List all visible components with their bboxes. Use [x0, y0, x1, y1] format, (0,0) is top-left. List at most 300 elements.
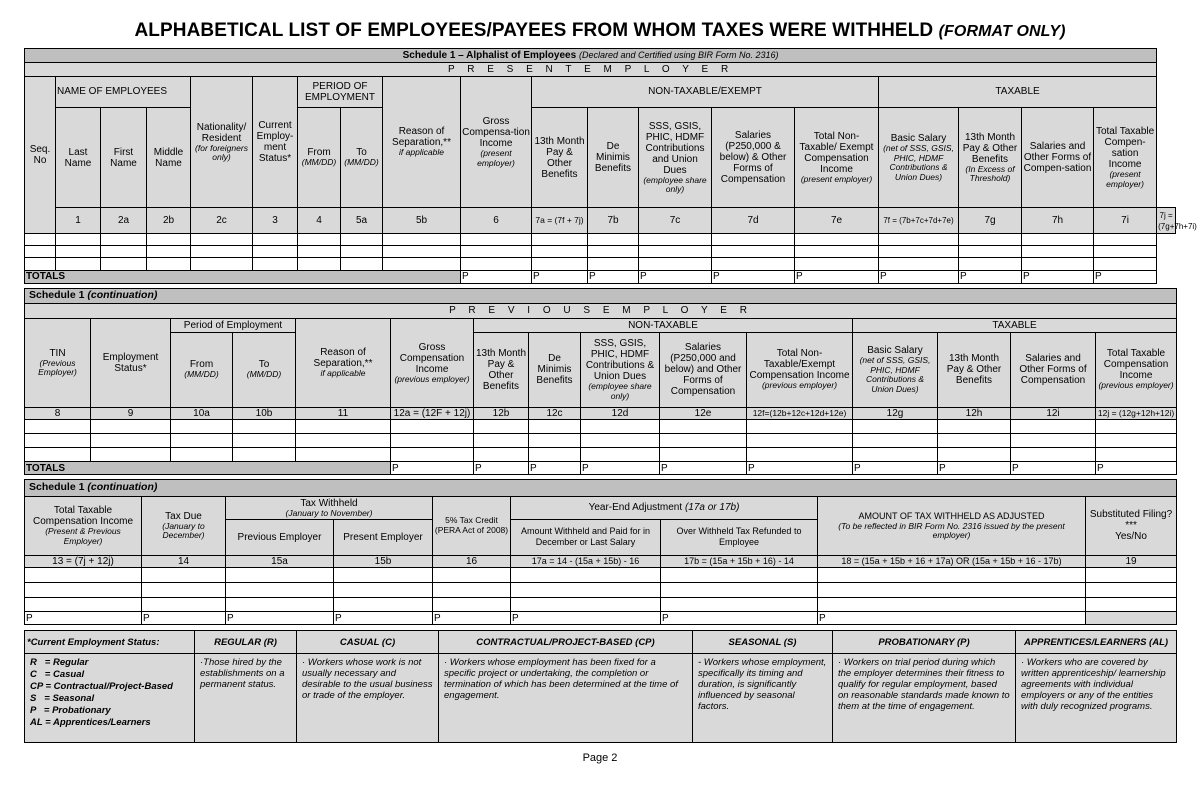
col-num: 2a [101, 208, 147, 234]
total-taxable-combined-header: Total Taxable Compensation Income (Present & Previous Employer) [25, 496, 142, 555]
cell[interactable] [474, 434, 529, 448]
salaries-nontax-header: Salaries (P250,000 & below) & Other Forms of Compensation [712, 108, 795, 208]
cell[interactable] [661, 582, 818, 597]
cell[interactable] [147, 258, 191, 270]
col-num: 12i [1011, 407, 1096, 420]
page-number: Page 2 [582, 752, 618, 764]
totals-row [25, 612, 1177, 625]
schedule-1-tax-table [24, 479, 1177, 625]
tax-withheld-header: Tax Withheld (January to November) [226, 496, 433, 519]
name-of-employees-header: NAME OF EMPLOYEES [56, 76, 191, 107]
previous-employer-heading: P R E V I O U S E M P L O Y E R [25, 303, 1177, 318]
col-num: 15b [334, 555, 433, 568]
total-cell[interactable]: P [818, 612, 1086, 625]
schedule-1-present-table [24, 48, 1197, 284]
total-cell[interactable]: P [879, 270, 959, 283]
cell[interactable] [818, 582, 1086, 597]
col-num: 12e [660, 407, 747, 420]
to-header: To (MM/DD) [341, 108, 383, 208]
cell[interactable] [639, 258, 712, 270]
reason-of-separation-header: Reason of Separation,** if applicable [383, 76, 461, 207]
table-row [25, 448, 1177, 462]
col-num: 12d [581, 407, 660, 420]
cell[interactable] [147, 246, 191, 258]
first-name-header: First Name [101, 108, 147, 208]
cell[interactable] [253, 233, 298, 245]
cell[interactable] [660, 420, 747, 434]
cell[interactable] [818, 597, 1086, 612]
table-row [25, 420, 1177, 434]
legend-desc-apprentices: · Workers who are covered by written apprenticeship/ learnership agreements with individual employers or any of the entities with duly recognized programs. [1016, 654, 1177, 743]
total-cell[interactable]: P [25, 612, 142, 625]
cell[interactable] [298, 233, 341, 245]
total-cell[interactable]: P [1011, 462, 1096, 475]
col-num: 6 [461, 208, 532, 234]
cell[interactable] [529, 420, 581, 434]
schedule-1-cont-heading: Schedule 1 (continuation) [25, 289, 1177, 304]
cell[interactable] [233, 434, 296, 448]
total-cell[interactable]: P [795, 270, 879, 283]
cell[interactable] [101, 233, 147, 245]
col-num: 5a [341, 208, 383, 234]
legend-desc-regular: ·Those hired by the establishments on a permanent status. [195, 654, 297, 743]
legend-heading: *Current Employment Status: [25, 631, 195, 654]
total-cell[interactable]: P [1094, 270, 1157, 283]
cell[interactable] [1022, 246, 1094, 258]
cell[interactable] [56, 246, 101, 258]
total-cell[interactable]: P [1096, 462, 1177, 475]
cell[interactable] [639, 246, 712, 258]
cell[interactable] [747, 420, 853, 434]
cell[interactable] [853, 448, 938, 462]
cell[interactable] [661, 568, 818, 583]
cell[interactable] [383, 233, 461, 245]
col-num: 12g [853, 407, 938, 420]
cell[interactable] [142, 582, 226, 597]
table-row [25, 246, 1176, 258]
cell[interactable] [191, 258, 253, 270]
totals-label: TOTALS [25, 270, 461, 283]
cell[interactable] [712, 246, 795, 258]
total-cell[interactable]: P [639, 270, 712, 283]
cell[interactable] [334, 568, 433, 583]
non-taxable-header: NON-TAXABLE [474, 318, 853, 332]
legend-desc-seasonal: - Workers whose employment, specifically its timing and duration, is significantly influenced by seasonal factors. [693, 654, 833, 743]
cell[interactable] [391, 420, 474, 434]
cell[interactable] [938, 434, 1011, 448]
cell[interactable] [938, 420, 1011, 434]
over-withheld-header: Over Withheld Tax Refunded to Employee [661, 519, 818, 555]
employment-status-header: Employment Status* [91, 318, 171, 407]
total-cell[interactable]: P [511, 612, 661, 625]
cell[interactable] [461, 246, 532, 258]
col-num: 19 [1086, 555, 1177, 568]
cell[interactable] [101, 246, 147, 258]
cell[interactable] [56, 258, 101, 270]
total-cell[interactable]: P [712, 270, 795, 283]
cell[interactable] [1011, 420, 1096, 434]
column-number-row [25, 407, 1177, 420]
basic-salary-header: Basic Salary (net of SSS, GSIS, PHIC, HDMF Contributions & Union Dues) [853, 332, 938, 407]
col-num: 9 [91, 407, 171, 420]
to-header: To (MM/DD) [233, 332, 296, 407]
cell[interactable] [341, 233, 383, 245]
legend-code: C = Casual [30, 669, 85, 680]
legend-desc-contractual: · Workers whose employment has been fixed for a specific project or undertaking, the completion or termination of which has been determined at the time of engagement. [439, 654, 693, 743]
cell[interactable] [341, 258, 383, 270]
col-num: 7e [795, 208, 879, 234]
cell[interactable] [25, 420, 91, 434]
cell[interactable] [853, 434, 938, 448]
total-cell[interactable]: P [853, 462, 938, 475]
cell[interactable] [1094, 258, 1157, 270]
col-num: 12c [529, 407, 581, 420]
legend-header-contractual: CONTRACTUAL/PROJECT-BASED (CP) [439, 631, 693, 654]
col-num: 16 [433, 555, 511, 568]
basic-salary-header: Basic Salary (net of SSS, GSIS, PHIC, HDMF Contributions & Union Dues) [879, 108, 959, 208]
cell[interactable] [191, 246, 253, 258]
cell[interactable] [25, 448, 91, 462]
total-cell[interactable]: P [529, 462, 581, 475]
total-cell[interactable]: P [581, 462, 660, 475]
year-end-adjustment-header: Year-End Adjustment (17a or 17b) [511, 496, 818, 519]
totals-row [25, 270, 1176, 283]
total-cell[interactable]: P [474, 462, 529, 475]
cell[interactable] [1094, 233, 1157, 245]
cell[interactable] [747, 434, 853, 448]
13th-month-header: 13th Month Pay & Other Benefits [532, 108, 588, 208]
cell[interactable] [25, 597, 142, 612]
table-row [25, 434, 1177, 448]
cell[interactable] [433, 597, 511, 612]
non-taxable-exempt-header: NON-TAXABLE/EXEMPT [532, 76, 879, 107]
gross-compensation-header: Gross Compensation Income (previous employer) [391, 318, 474, 407]
total-cell[interactable]: P [461, 270, 532, 283]
total-cell[interactable]: P [938, 462, 1011, 475]
cell[interactable] [581, 434, 660, 448]
schedule-1-heading: Schedule 1 – Alphalist of Employees (Declared and Certified using BIR Form No. 2316) [25, 49, 1157, 63]
col-num: 14 [142, 555, 226, 568]
col-num: 11 [296, 407, 391, 420]
col-num: 7d [712, 208, 795, 234]
previous-employer-header: Previous Employer [226, 519, 334, 555]
col-num: 10a [171, 407, 233, 420]
cell[interactable] [1096, 420, 1177, 434]
cell[interactable] [1022, 233, 1094, 245]
cell[interactable] [1022, 258, 1094, 270]
cell[interactable] [91, 448, 171, 462]
col-num: 2b [147, 208, 191, 234]
present-employer-header: Present Employer [334, 519, 433, 555]
seq-no-header: Seq. No [25, 76, 56, 233]
cell[interactable] [959, 233, 1022, 245]
col-num: 1 [56, 208, 101, 234]
cell[interactable] [1086, 597, 1177, 612]
cell[interactable] [639, 233, 712, 245]
cell[interactable] [795, 258, 879, 270]
total-cell[interactable]: P [142, 612, 226, 625]
cell[interactable] [298, 258, 341, 270]
cell[interactable] [511, 568, 661, 583]
cell[interactable] [226, 597, 334, 612]
cell[interactable] [433, 582, 511, 597]
cell[interactable] [25, 258, 56, 270]
col-num: 13 = (7j + 12j) [25, 555, 142, 568]
col-num: 10b [233, 407, 296, 420]
total-cell[interactable]: P [959, 270, 1022, 283]
tax-due-header: Tax Due (January to December) [142, 496, 226, 555]
page-title: ALPHABETICAL LIST OF EMPLOYEES/PAYEES FROM WHOM TAXES WERE WITHHELD (FORMAT ONLY) [134, 20, 1066, 41]
legend-code: AL = Apprentices/Learners [30, 717, 151, 728]
cell[interactable] [25, 246, 56, 258]
cell[interactable] [747, 448, 853, 462]
cell[interactable] [25, 233, 56, 245]
cell[interactable] [712, 233, 795, 245]
cell[interactable] [660, 434, 747, 448]
cell[interactable] [383, 258, 461, 270]
period-of-employment-header: Period of Employment [171, 318, 296, 332]
legend-desc-casual: · Workers whose work is not usually necessary and desirable to the usual business or trade of the employer. [297, 654, 439, 743]
substituted-filing-header: Substituted Filing?*** Yes/No [1086, 496, 1177, 555]
cell[interactable] [588, 258, 639, 270]
legend-header-casual: CASUAL (C) [297, 631, 439, 654]
col-num: 12j = (12g+12h+12i) [1096, 407, 1177, 420]
total-cell[interactable]: P [661, 612, 818, 625]
salaries-nontax-header: Salaries (P250,000 and below) and Other Forms of Compensation [660, 332, 747, 407]
cell[interactable] [298, 246, 341, 258]
total-cell[interactable]: P [1022, 270, 1094, 283]
cell[interactable] [171, 448, 233, 462]
cell[interactable] [1096, 448, 1177, 462]
from-header: From (MM/DD) [298, 108, 341, 208]
cell[interactable] [879, 258, 959, 270]
col-num: 7h [1022, 208, 1094, 234]
from-header: From (MM/DD) [171, 332, 233, 407]
table-row [25, 568, 1177, 583]
cell[interactable] [532, 258, 588, 270]
cell[interactable] [171, 420, 233, 434]
cell[interactable] [341, 246, 383, 258]
cell[interactable] [101, 258, 147, 270]
sss-gsis-header: SSS, GSIS, PHIC, HDMF Contributions & Union Dues (employee share only) [581, 332, 660, 407]
cell[interactable] [91, 420, 171, 434]
amount-withheld-dec-header: Amount Withheld and Paid for in December or Last Salary [511, 519, 661, 555]
total-cell[interactable]: P [660, 462, 747, 475]
cell[interactable] [879, 233, 959, 245]
cell[interactable] [588, 246, 639, 258]
cell[interactable] [391, 448, 474, 462]
col-num: 12a = (12F + 12j) [391, 407, 474, 420]
cell[interactable] [147, 233, 191, 245]
nationality-header: Nationality/ Resident (for foreigners only) [191, 76, 253, 207]
shaded-cell [1086, 612, 1177, 625]
col-num: 4 [298, 208, 341, 234]
middle-name-header: Middle Name [147, 108, 191, 208]
cell[interactable] [142, 597, 226, 612]
col-num: 7j = (7g+7h+7i) [1157, 208, 1176, 234]
cell[interactable] [1094, 246, 1157, 258]
taxable-header: TAXABLE [879, 76, 1157, 107]
cell[interactable] [56, 233, 101, 245]
col-num: 12b [474, 407, 529, 420]
de-minimis-header: De Minimis Benefits [529, 332, 581, 407]
col-num: 12h [938, 407, 1011, 420]
cell[interactable] [474, 420, 529, 434]
schedule-1-previous-table [24, 288, 1177, 475]
cell[interactable] [233, 420, 296, 434]
table-row [25, 258, 1176, 270]
cell[interactable] [253, 246, 298, 258]
cell[interactable] [660, 448, 747, 462]
totals-label: TOTALS [25, 462, 391, 475]
legend-header-seasonal: SEASONAL (S) [693, 631, 833, 654]
total-cell[interactable]: P [433, 612, 511, 625]
cell[interactable] [383, 246, 461, 258]
col-num: 7f = (7b+7c+7d+7e) [879, 208, 959, 234]
cell[interactable] [25, 568, 142, 583]
total-taxable-header: Total Taxable Compensation Income (previous employer) [1096, 332, 1177, 407]
column-number-row [25, 555, 1177, 568]
cell[interactable] [142, 568, 226, 583]
13th-month-taxable-header: 13th Month Pay & Other Benefits [938, 332, 1011, 407]
cell[interactable] [474, 448, 529, 462]
salaries-taxable-header: Salaries and Other Forms of Compen-sation [1022, 108, 1094, 208]
cell[interactable] [959, 246, 1022, 258]
cell[interactable] [853, 420, 938, 434]
cell[interactable] [334, 582, 433, 597]
cell[interactable] [879, 246, 959, 258]
legend-header-probationary: PROBATIONARY (P) [833, 631, 1016, 654]
total-cell[interactable]: P [532, 270, 588, 283]
schedule-1-cont-heading-2: Schedule 1 (continuation) [25, 480, 1177, 497]
col-num: 5b [383, 208, 461, 234]
cell[interactable] [588, 233, 639, 245]
amount-adjusted-header: AMOUNT OF TAX WITHHELD AS ADJUSTED (To be reflected in BIR Form No. 2316 issued by the present employer) [818, 496, 1086, 555]
cell[interactable] [532, 246, 588, 258]
cell[interactable] [511, 597, 661, 612]
col-num: 3 [253, 208, 298, 234]
cell[interactable] [191, 233, 253, 245]
employment-status-legend [24, 630, 1177, 743]
13th-month-header: 13th Month Pay & Other Benefits [474, 332, 529, 407]
cell[interactable] [91, 434, 171, 448]
total-taxable-header: Total Taxable Compen-sation Income (present employer) [1094, 108, 1157, 208]
cell[interactable] [712, 258, 795, 270]
cell[interactable] [226, 582, 334, 597]
cell[interactable] [334, 597, 433, 612]
legend-codes [25, 654, 195, 743]
cell[interactable] [818, 568, 1086, 583]
total-cell[interactable]: P [588, 270, 639, 283]
reason-of-separation-header: Reason of Separation,** if applicable [296, 318, 391, 407]
cell[interactable] [461, 233, 532, 245]
cell[interactable] [1011, 448, 1096, 462]
col-num: 18 = (15a + 15b + 16 + 17a) OR (15a + 15b + 16 - 17b) [818, 555, 1086, 568]
cell[interactable] [433, 568, 511, 583]
period-of-employment-header: PERIOD OF EMPLOYMENT [298, 76, 383, 107]
legend-header-regular: REGULAR (R) [195, 631, 297, 654]
legend-desc-probationary: · Workers on trial period during which the employer determines their fitness to qualify for regular employment, based on reasonable standards made known to them at the time of engagement. [833, 654, 1016, 743]
cell[interactable] [959, 258, 1022, 270]
legend-code: S = Seasonal [30, 693, 95, 704]
cell[interactable] [795, 246, 879, 258]
cell[interactable] [532, 233, 588, 245]
taxable-header: TAXABLE [853, 318, 1177, 332]
cell[interactable] [581, 448, 660, 462]
total-cell[interactable]: P [226, 612, 334, 625]
col-num: 7g [959, 208, 1022, 234]
cell[interactable] [1096, 434, 1177, 448]
col-num: 7c [639, 208, 712, 234]
legend-code: CP = Contractual/Project-Based [30, 681, 173, 692]
total-cell[interactable]: P [747, 462, 853, 475]
cell[interactable] [1086, 582, 1177, 597]
cell[interactable] [461, 258, 532, 270]
column-number-row [25, 208, 1176, 234]
col-num: 7b [588, 208, 639, 234]
col-num: 8 [25, 407, 91, 420]
cell[interactable] [171, 434, 233, 448]
cell[interactable] [233, 448, 296, 462]
current-status-header: Current Employ-ment Status* [253, 76, 298, 207]
table-row [25, 597, 1177, 612]
col-num: 2c [191, 208, 253, 234]
legend-code: R = Regular [30, 657, 89, 668]
cell[interactable] [529, 448, 581, 462]
legend-code: P = Probationary [30, 705, 111, 716]
cell[interactable] [25, 582, 142, 597]
cell[interactable] [661, 597, 818, 612]
cell[interactable] [795, 233, 879, 245]
cell[interactable] [1011, 434, 1096, 448]
sss-gsis-header: SSS, GSIS, PHIC, HDMF Contributions and Union Dues (employee share only) [639, 108, 712, 208]
present-employer-heading: P R E S E N T E M P L O Y E R [25, 63, 1157, 76]
total-nontaxable-header: Total Non-Taxable/ Exempt Compensation Income (present employer) [795, 108, 879, 208]
cell[interactable] [25, 434, 91, 448]
cell[interactable] [296, 420, 391, 434]
cell[interactable] [938, 448, 1011, 462]
col-num: 17a = 14 - (15a + 15b) - 16 [511, 555, 661, 568]
cell[interactable] [296, 448, 391, 462]
cell[interactable] [529, 434, 581, 448]
total-cell[interactable]: P [391, 462, 474, 475]
cell[interactable] [296, 434, 391, 448]
tin-header: TIN (Previous Employer) [25, 318, 91, 407]
cell[interactable] [581, 420, 660, 434]
cell[interactable] [391, 434, 474, 448]
col-num: 12f=(12b+12c+12d+12e) [747, 407, 853, 420]
col-num: 17b = (15a + 15b + 16) - 14 [661, 555, 818, 568]
gross-compensation-header: Gross Compensa-tion Income (present employer) [461, 76, 532, 207]
table-row [25, 582, 1177, 597]
last-name-header: Last Name [56, 108, 101, 208]
legend-header-apprentices: APPRENTICES/LEARNERS (AL) [1016, 631, 1177, 654]
col-num: 15a [226, 555, 334, 568]
salaries-taxable-header: Salaries and Other Forms of Compensation [1011, 332, 1096, 407]
col-num: 7i [1094, 208, 1157, 234]
tax-credit-header: 5% Tax Credit (PERA Act of 2008) [433, 496, 511, 555]
cell[interactable] [511, 582, 661, 597]
cell[interactable] [253, 258, 298, 270]
cell[interactable] [1086, 568, 1177, 583]
table-row [25, 233, 1176, 245]
cell[interactable] [226, 568, 334, 583]
totals-row [25, 462, 1177, 475]
13th-month-taxable-header: 13th Month Pay & Other Benefits (In Excess of Threshold) [959, 108, 1022, 208]
col-num: 7a = (7f + 7j) [532, 208, 588, 234]
total-cell[interactable]: P [334, 612, 433, 625]
total-nontaxable-header: Total Non-Taxable/Exempt Compensation Income (previous employer) [747, 332, 853, 407]
